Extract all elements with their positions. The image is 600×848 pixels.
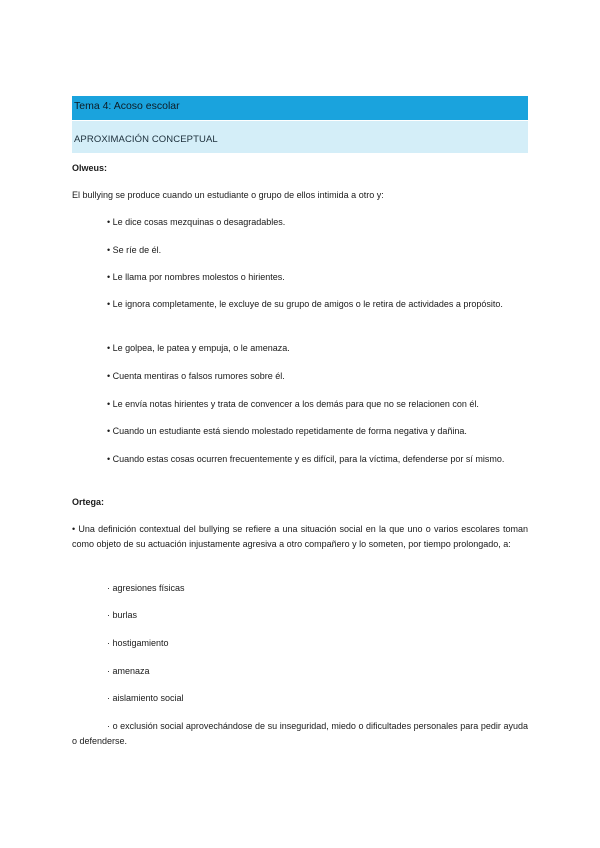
list-item: · hostigamiento: [107, 638, 169, 648]
list-item: • Le golpea, le patea y empuja, o le amenaza.: [107, 343, 290, 353]
list-item: • Le envía notas hirientes y trata de convencer a los demás para que no se relacionen con él.: [107, 399, 479, 409]
ortega-intro: • Una definición contextual del bullying se refiere a una situación social en la que uno o varios escolares toman como objeto de su actuación injustamente agresiva a otro compañero y lo someten, por tiempo prolongado, a:: [72, 524, 528, 549]
list-item: • Le ignora completamente, le excluye de su grupo de amigos o le retira de actividades a propósito.: [107, 299, 503, 309]
list-item: · o exclusión social aprovechándose de su inseguridad, miedo o dificultades personales para pedir ayuda o defenderse.: [72, 721, 528, 746]
ortega-heading: Ortega:: [72, 497, 105, 507]
page-title: Tema 4: Acoso escolar: [72, 96, 528, 120]
list-item: • Le llama por nombres molestos o hirientes.: [107, 272, 285, 282]
olweus-heading: Olweus:: [72, 163, 108, 173]
list-item: • Le dice cosas mezquinas o desagradables.: [107, 217, 286, 227]
list-item: · burlas: [107, 610, 138, 620]
list-item: · aislamiento social: [107, 693, 184, 703]
list-item: • Se ríe de él.: [107, 245, 162, 255]
section-heading: APROXIMACIÓN CONCEPTUAL: [72, 121, 528, 153]
list-item: • Cuenta mentiras o falsos rumores sobre él.: [107, 371, 285, 381]
list-item: · agresiones físicas: [107, 583, 185, 593]
list-item: • Cuando estas cosas ocurren frecuentemente y es difícil, para la víctima, defenderse por sí mismo.: [107, 454, 505, 464]
list-item: · amenaza: [107, 666, 150, 676]
olweus-intro: El bullying se produce cuando un estudiante o grupo de ellos intimida a otro y:: [72, 190, 384, 200]
list-item: • Cuando un estudiante está siendo molestado repetidamente de forma negativa y dañina.: [107, 426, 467, 436]
